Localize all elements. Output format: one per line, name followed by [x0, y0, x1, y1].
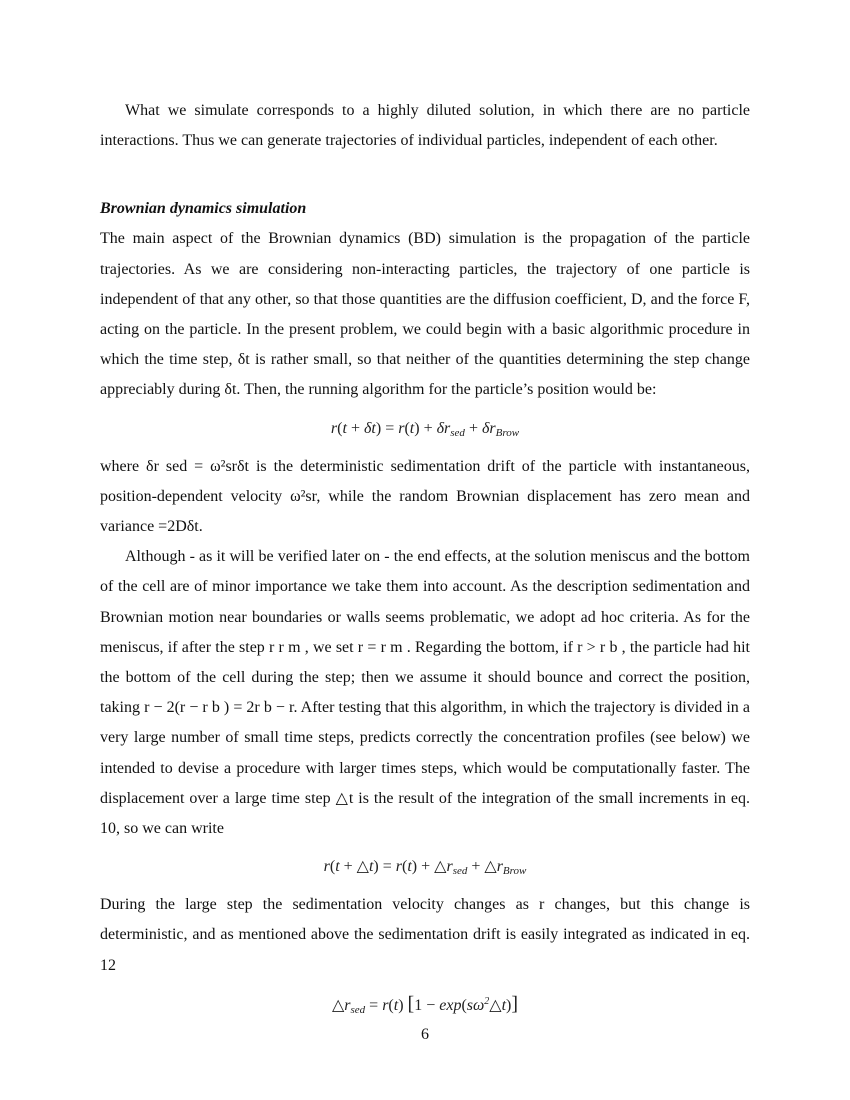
equation-sedimentation-drift: $\triangle r_{sed} = r(t) [1$ − $\exp(s\omega^2\triangle t)$] [331, 992, 519, 1016]
although-paragraph: Although - as it will be verified later on - the end effects, at the solution meniscus and the bottom of the cell are of minor importance we take them into account. As the description sedimentation and Brownian motion near boundaries or walls seems problematic, we adopt ad hoc criteria. As for the meniscus, if after the step r r m , we set r = r m . Regarding the bottom, if r > r b , the particle had hit the bottom of the cell during the step; then we assume it should bounce and correct the position, taking r − 2(r − r b ) = 2r b − r. After testing that this algorithm, in which the trajectory is divided in a very large number of small time steps, predicts correctly the concentration profiles (see below) we intended to devise a procedure with larger times steps, which would be computationally faster. The displacement over a large time step △t is the result of the integration of the small increments in eq. 10, so we can write [100, 548, 750, 838]
where-paragraph: where δr sed = ω²srδt is the deterministic sedimentation drift of the particle with instantaneous, position-dependent velocity ω²sr, while the random Brownian displacement has zero mean and variance =2Dδt. [100, 457, 750, 536]
intro-paragraph: What we simulate corresponds to a highly diluted solution, in which there are no particle interactions. Thus we can generate trajectories of individual particles, independent of each other. [100, 102, 750, 150]
bd-main-paragraph: The main aspect of the Brownian dynamics (BD) simulation is the propagation of the particle trajectories. As we are considering non-interacting particles, the trajectory of one particle is independent of that any other, so that those quantities are the diffusion coefficient, D, and the force F, acting on the particle. In the present problem, we could begin with a basic algorithmic procedure in which the time step, δt is rather small, so that neither of the quantities determining the step change appreciably during δt. Then, the running algorithm for the particle’s position would be: [100, 230, 750, 399]
page-number: 6 [421, 1026, 429, 1043]
page-body [100, 96, 750, 1019]
during-paragraph: During the large step the sedimentation velocity changes as r changes, but this change is deterministic, and as mentioned above the sedimentation drift is easily integrated as indicated in eq. 12 [100, 896, 750, 974]
equation-position-update: $r(t + \delta t) = r(t) + \delta r_{sed} + \delta r_{Brow}$ [330, 419, 520, 439]
section-heading: Brownian dynamics simulation [100, 200, 307, 218]
equation-large-step: r(t + △t) = $r(t) + \triangle r_{sed}$ + $\triangle r_{Brow}$ [323, 858, 527, 878]
spacer [100, 156, 750, 194]
